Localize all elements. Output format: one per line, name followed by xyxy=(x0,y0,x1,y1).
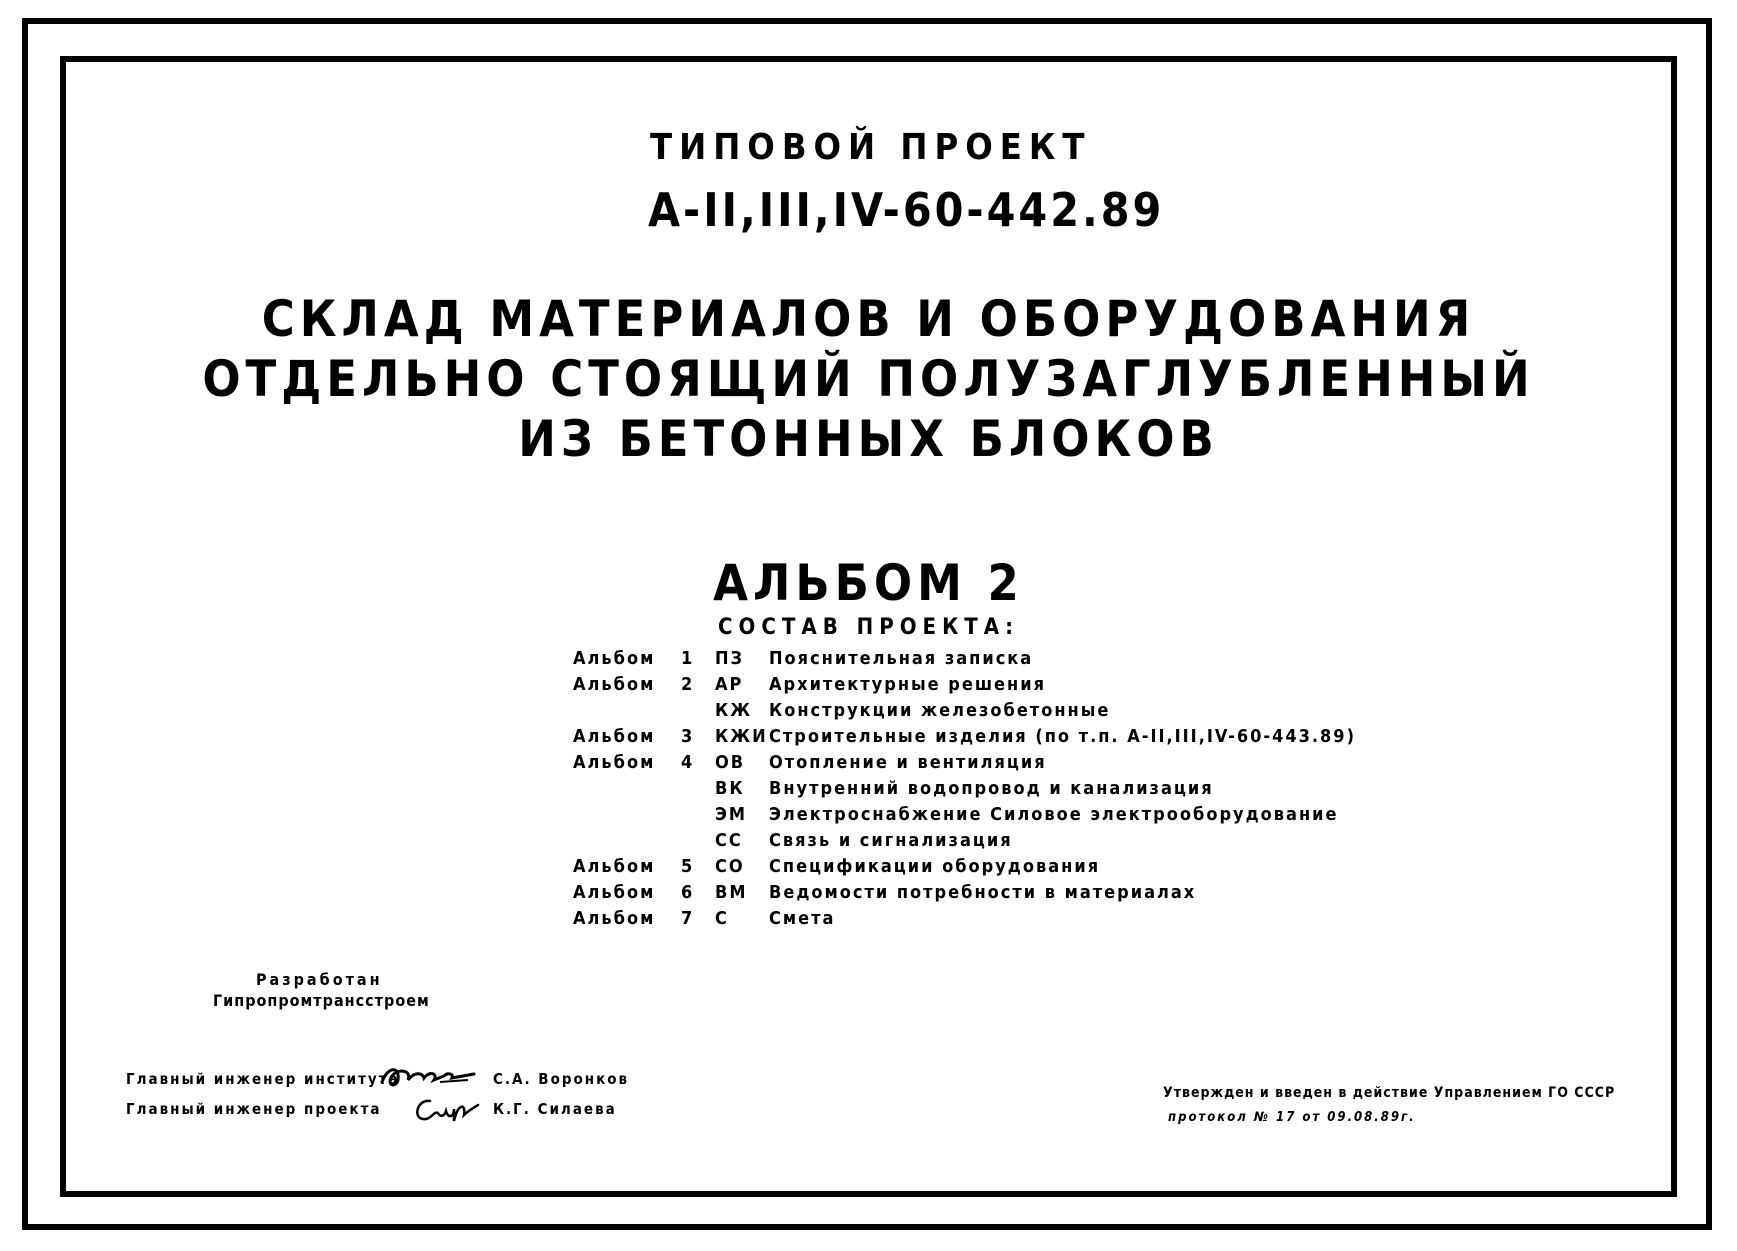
section-description: Архитектурные решения xyxy=(769,674,1046,695)
album-label: Альбом xyxy=(573,882,656,903)
section-description: Электроснабжение Силовое электрооборудование xyxy=(769,804,1339,825)
section-code: С xyxy=(715,908,729,929)
section-code: АР xyxy=(715,674,744,695)
section-code: СС xyxy=(715,830,743,851)
project-type-label: ТИПОВОЙ ПРОЕКТ xyxy=(650,127,1092,168)
section-code: ЭМ xyxy=(715,804,748,825)
section-code: СО xyxy=(715,856,745,877)
title-line-3: ИЗ БЕТОННЫХ БЛОКОВ xyxy=(518,410,1219,468)
album-label: Альбом xyxy=(573,726,656,747)
album-number: 6 xyxy=(681,882,695,903)
section-code: ПЗ xyxy=(715,648,745,669)
album-number: 4 xyxy=(681,752,695,773)
title-line-2: ОТДЕЛЬНО СТОЯЩИЙ ПОЛУЗАГЛУБЛЕННЫЙ xyxy=(202,350,1535,408)
signature-silaeva xyxy=(410,1093,480,1127)
album-number: 5 xyxy=(681,856,695,877)
section-description: Пояснительная записка xyxy=(769,648,1034,669)
contents-heading: СОСТАВ ПРОЕКТА: xyxy=(718,615,1019,640)
section-description: Отопление и вентиляция xyxy=(769,752,1047,773)
section-description: Конструкции железобетонные xyxy=(769,700,1111,721)
project-engineer-title: Главный инженер проекта xyxy=(126,1100,382,1118)
album-number: 2 xyxy=(681,674,695,695)
section-code: КЖИ xyxy=(715,726,768,747)
institute-engineer-name: С.А. Воронков xyxy=(493,1070,630,1088)
album-heading: АЛЬБОМ 2 xyxy=(713,554,1024,612)
section-code: ВМ xyxy=(715,882,748,903)
approval-protocol: протокол № 17 от 09.08.89г. xyxy=(1168,1110,1416,1125)
album-number: 7 xyxy=(681,908,695,929)
section-description: Внутренний водопровод и канализация xyxy=(769,778,1214,799)
developer-org: Гипропромтрансстроем xyxy=(213,991,430,1010)
album-label: Альбом xyxy=(573,752,656,773)
project-engineer-name: К.Г. Силаева xyxy=(493,1100,617,1118)
section-code: ОВ xyxy=(715,752,746,773)
approval-text: Утвержден и введен в действие Управлением ГО СССР xyxy=(1163,1085,1616,1101)
album-label: Альбом xyxy=(573,856,656,877)
title-line-1: СКЛАД МАТЕРИАЛОВ И ОБОРУДОВАНИЯ xyxy=(261,290,1476,348)
section-description: Спецификации оборудования xyxy=(769,856,1101,877)
developer-label: Разработан xyxy=(256,970,383,989)
institute-engineer-title: Главный инженер института xyxy=(126,1070,400,1088)
album-number: 1 xyxy=(681,648,695,669)
album-label: Альбом xyxy=(573,908,656,929)
section-description: Смета xyxy=(769,908,836,929)
section-description: Строительные изделия (по т.п. А-II,III,IV-60-443.89) xyxy=(769,726,1356,747)
signature-voronkov xyxy=(378,1060,478,1094)
album-label: Альбом xyxy=(573,648,656,669)
section-code: КЖ xyxy=(715,700,753,721)
section-code: ВК xyxy=(715,778,745,799)
section-description: Связь и сигнализация xyxy=(769,830,1013,851)
album-label: Альбом xyxy=(573,674,656,695)
album-number: 3 xyxy=(681,726,695,747)
project-number: А-II,III,IV-60-442.89 xyxy=(648,183,1165,237)
section-description: Ведомости потребности в материалах xyxy=(769,882,1197,903)
